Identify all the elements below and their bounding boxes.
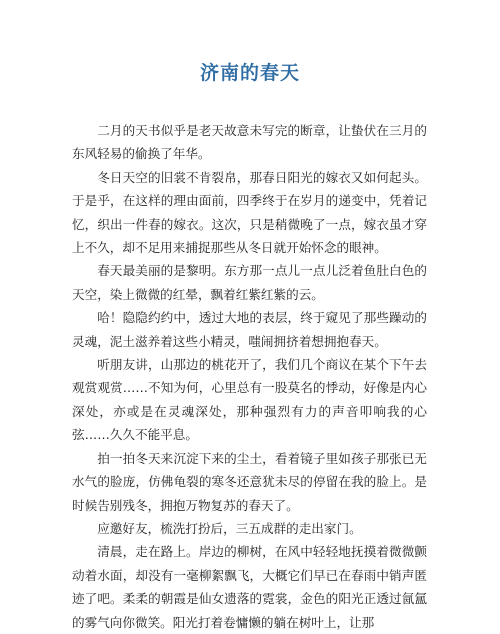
paragraph: 二月的天书似乎是老天故意未写完的断章，让蛰伏在三月的东风轻易的偷换了年华。 [72,123,427,162]
paragraph: 听朋友讲，山那边的桃花开了，我们几个商议在某个下午去观赏观赏……不知为何，心里总有一股莫名的悸动，好像是内心深处，亦或是在灵魂深处，那种强烈有力的声音叩响我的心弦……久久不能平息。 [72,357,427,443]
paragraph: 哈！隐隐约约中，透过大地的表层，终于窥见了那些躁动的灵魂，泥土滋养着这些小精灵，嗤闹拥挤着想拥抱春天。 [72,310,427,349]
paragraph: 冬日天空的旧裳不肯裂帛，那春日阳光的嫁衣又如何起头。于是乎，在这样的理由面前，四季终于在岁月的递变中，凭着记忆，织出一件春的嫁衣。这次，只是稍微晚了一点，嫁衣虽才穿上不久，却不足用来捕捉那些从冬日就开始怀念的眼神。 [72,169,427,256]
paragraph: 拍一拍冬天来沉淀下来的尘土，看着镜子里如孩子那张已无水气的脸庞，仿佛龟裂的寒冬还意犹未尽的停留在我的脸上。是时候告别残冬，拥抱万物复苏的春天了。 [72,450,427,513]
paragraph: 春天最美丽的是黎明。东方那一点儿一点儿泛着鱼肚白色的天空，染上微微的红晕，飘着红紫红紫的云。 [72,263,427,302]
document-title: 济南的春天 [199,62,300,84]
document-body [72,119,427,634]
paragraph: 清晨，走在路上。岸边的柳树，在风中轻轻地抚摸着微微颤动着水面，却没有一毫柳絮飘飞，大概它们早已在春雨中销声匿迹了吧。柔柔的朝霞是仙女遗落的霓裳，金色的阳光正透过氤氲的雾气向你微笑。阳光打着卷慵懒的躺在树叶上，让那 [72,544,427,630]
paragraph: 应邀好友，梳洗打扮后，三五成群的走出家门。 [97,520,362,536]
